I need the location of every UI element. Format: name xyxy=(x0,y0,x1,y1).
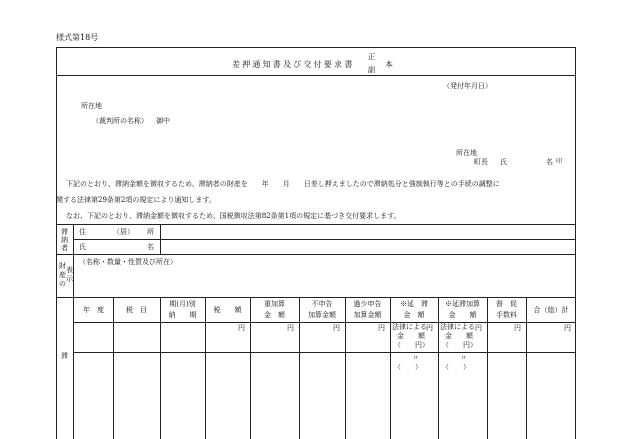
addressee-honorific: 御中 xyxy=(156,117,170,125)
header-non-filing-1: 不申告 xyxy=(311,300,333,308)
delay-add-ditto-mark: 〃 xyxy=(460,354,467,362)
table-top-line xyxy=(56,224,576,225)
delinquent-section-label: 滞 納 者 xyxy=(61,228,68,252)
property-bottom-line xyxy=(56,297,576,298)
sender-name-label-2: 名 xyxy=(546,158,553,166)
body-line-2: 関する法律第29条第2項の規定により通知します。 xyxy=(56,196,216,204)
property-description-label: （名称・数量・性質及び所在） xyxy=(79,258,177,266)
delinquent-address-label-2: （居） xyxy=(113,228,134,236)
amounts-row-divider xyxy=(73,352,576,353)
header-under-report-1: 過少申告 xyxy=(353,300,382,308)
delinquent-address-label-1: 住 xyxy=(79,228,86,236)
yen-non-filing: 円 xyxy=(333,324,340,332)
body-line-1: 下記のとおり、滞納金額を徴収するため、滞納者の財産を 年 月 日差し押えましたので滞納処分と強制執行等との手続の調整に xyxy=(66,180,500,188)
sender-name-label: 氏 xyxy=(500,158,507,166)
yen-under-report: 円 xyxy=(378,324,385,332)
header-heavy-add-2: 金 額 xyxy=(264,311,285,319)
yen-heavy-add: 円 xyxy=(287,324,294,332)
delay-law-note-2: 金 額 xyxy=(397,332,425,340)
delay-add-law-note-3: （ 円） xyxy=(442,341,477,349)
yen-delay: 円 xyxy=(426,324,433,332)
document-title: 差押通知書及び交付要求書 xyxy=(232,60,355,69)
form-frame xyxy=(56,47,576,439)
yen-fee: 円 xyxy=(514,324,521,332)
delinquent-name-label-2: 名 xyxy=(147,243,154,251)
title-divider xyxy=(56,75,576,76)
header-fee-1: 督 促 xyxy=(496,300,517,308)
delay-add-paren: （ ） xyxy=(442,363,470,371)
addressee-address-label: 所在地 xyxy=(81,102,102,110)
header-delay-1: ※延 滞 xyxy=(400,300,428,308)
col-divider-fee xyxy=(526,297,527,439)
delay-add-law-note-2: 金 額 xyxy=(445,332,473,340)
sender-mayor-label: 町長 xyxy=(474,158,488,166)
amounts-section-label: 滞 xyxy=(61,352,68,360)
form-number: 様式第18号 xyxy=(56,33,99,42)
title-variant-original: 正 xyxy=(368,53,375,61)
header-non-filing-2: 加算金額 xyxy=(308,311,336,319)
header-tax-item: 税 目 xyxy=(126,306,147,314)
property-section-label-right: 表 示 xyxy=(66,266,73,283)
header-total: 合（総）計 xyxy=(533,306,569,314)
header-tax-amount: 税 額 xyxy=(213,306,242,314)
section-label-divider xyxy=(73,224,74,439)
delay-law-note-1: 法律による xyxy=(392,323,427,331)
title-variant-duplicate: 副 xyxy=(368,66,375,74)
col-divider-year xyxy=(113,297,114,439)
yen-delay-add: 円 xyxy=(475,324,482,332)
header-due-period-2: 納 期 xyxy=(168,311,197,319)
header-under-report-2: 加算金額 xyxy=(353,311,382,319)
court-name: （裁判所の名称） xyxy=(92,117,148,125)
delay-ditto-mark: 〃 xyxy=(412,354,419,362)
issue-date: （発付年月日） xyxy=(443,82,492,90)
delinquent-row-divider xyxy=(73,239,576,240)
header-fee-2: 手数料 xyxy=(496,311,517,319)
sender-seal: 印 xyxy=(556,158,563,165)
delinquent-name-label-1: 氏 xyxy=(79,243,86,251)
header-year: 年 度 xyxy=(83,306,104,314)
header-heavy-add-1: 重加算 xyxy=(264,300,285,308)
header-due-period-1: 期(月)別 xyxy=(169,300,196,308)
header-delay-add-2: 金 額 xyxy=(448,311,477,319)
header-delay-2: 金 額 xyxy=(403,311,425,319)
delinquent-address-label-3: 所 xyxy=(147,228,154,236)
title-suffix: 本 xyxy=(385,60,393,69)
yen-total: 円 xyxy=(564,324,571,332)
delay-law-note-3: （ 円） xyxy=(394,341,429,349)
delay-add-law-note-1: 法律による xyxy=(440,323,475,331)
property-section-label: 財 産 の xyxy=(59,262,66,288)
amounts-header-divider xyxy=(73,322,576,323)
delinquent-bottom-line xyxy=(56,254,576,255)
sender-address-label: 所在地 xyxy=(456,149,477,157)
header-delay-add-1: ※延滞加算 xyxy=(445,300,480,308)
col-divider-due-period xyxy=(205,297,206,439)
body-line-3: なお、下記のとおり、滞納金額を徴収するため、国税徴収法第82条第1項の規定に基づき交付要求します。 xyxy=(66,212,401,220)
delay-paren: （ ） xyxy=(394,363,422,371)
yen-tax-amount: 円 xyxy=(238,324,245,332)
